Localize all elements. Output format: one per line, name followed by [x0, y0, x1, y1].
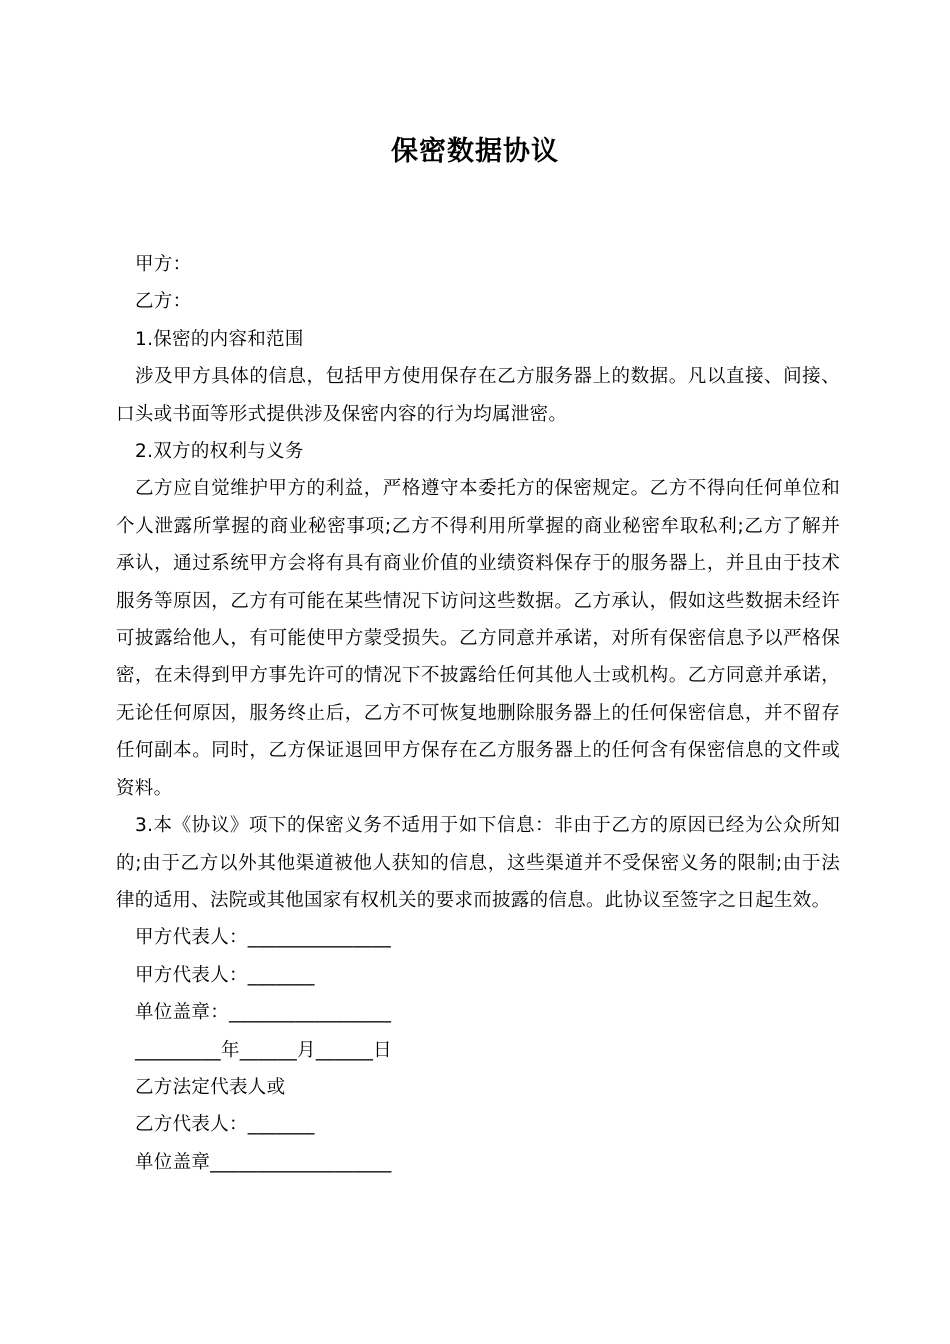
- party-a-label: 甲方：: [135, 254, 192, 275]
- section-1-heading: 1.保密的内容和范围: [135, 328, 304, 350]
- party-b-rep-line: 乙方代表人：_______: [135, 1114, 315, 1136]
- section-2-heading: 2.双方的权利与义务: [135, 441, 304, 463]
- date-line: _________年______月______日: [135, 1039, 392, 1061]
- document-body: [116, 246, 840, 1181]
- party-b-legal-rep-label: 乙方法定代表人或: [135, 1076, 286, 1098]
- party-a-rep-line-1: 甲方代表人：_______________: [135, 927, 392, 949]
- section-3-body: 3.本《协议》项下的保密义务不适用于如下信息：非由于乙方的原因已经为公众所知的;由于乙方以外其他渠道被他人获知的信息，这些渠道并不受保密义务的限制;由于法律的适用、法院或其他国家有权机关的要求而披露的信息。此协议至签字之日起生效。: [116, 815, 840, 911]
- section-2-body: 乙方应自觉维护甲方的利益，严格遵守本委托方的保密规定。乙方不得向任何单位和个人泄露所掌握的商业秘密事项;乙方不得利用所掌握的商业秘密牟取私利;乙方了解并承认，通过系统甲方会将有具有商业价值的业绩资料保存于的服务器上，并且由于技术服务等原因，乙方有可能在某些情况下访问这些数据。乙方承认，假如这些数据未经许可披露给他人，有可能使甲方蒙受损失。乙方同意并承诺，对所有保密信息予以严格保密，在未得到甲方事先许可的情况下不披露给任何其他人士或机构。乙方同意并承诺，无论任何原因，服务终止后，乙方不可恢复地删除服务器上的任何保密信息，并不留存任何副本。同时，乙方保证退回甲方保存在乙方服务器上的任何含有保密信息的文件或资料。: [116, 478, 840, 799]
- party-b-seal-line: 单位盖章___________________: [135, 1151, 392, 1173]
- document-title: 保密数据协议: [391, 136, 559, 167]
- section-1-body: 涉及甲方具体的信息，包括甲方使用保存在乙方服务器上的数据。凡以直接、间接、口头或书面等形式提供涉及保密内容的行为均属泄密。: [116, 366, 840, 425]
- party-a-seal-line: 单位盖章：_________________: [135, 1002, 392, 1024]
- party-a-rep-line-2: 甲方代表人：_______: [135, 964, 315, 986]
- party-b-label: 乙方：: [135, 291, 192, 313]
